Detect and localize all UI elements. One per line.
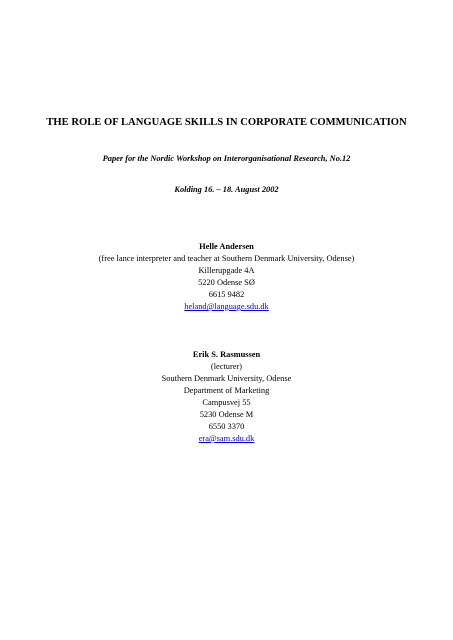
author1-affiliation: (free lance interpreter and teacher at Southern Denmark University, Odense) — [98, 254, 355, 263]
author2-email-link[interactable]: era@sam.sdu.dk — [198, 434, 255, 443]
document-title: THE ROLE OF LANGUAGE SKILLS IN CORPORATE COMMUNICATION — [46, 117, 407, 128]
author2-department: Department of Marketing — [183, 386, 270, 395]
venue-date-line: Kolding 16. – 18. August 2002 — [174, 185, 279, 194]
author1-email-link[interactable]: heland@language.sdu.dk — [184, 302, 269, 311]
author2-role: (lecturer) — [210, 362, 243, 371]
author2-name: Erik S. Rasmussen — [192, 350, 261, 359]
author1-phone: 6615 9482 — [208, 290, 245, 299]
author2-city: 5230 Odense M — [199, 410, 254, 419]
author1-street: Killerupgade 4A — [198, 266, 255, 275]
author2-phone: 6550 3370 — [208, 422, 245, 431]
author1-name: Helle Andersen — [199, 242, 254, 251]
author1-city: 5220 Odense SØ — [198, 278, 255, 287]
author2-institution: Southern Denmark University, Odense — [161, 374, 292, 383]
author2-street: Campusvej 55 — [202, 398, 251, 407]
paper-for-line: Paper for the Nordic Workshop on Interorganisational Research, No.12 — [102, 154, 351, 163]
